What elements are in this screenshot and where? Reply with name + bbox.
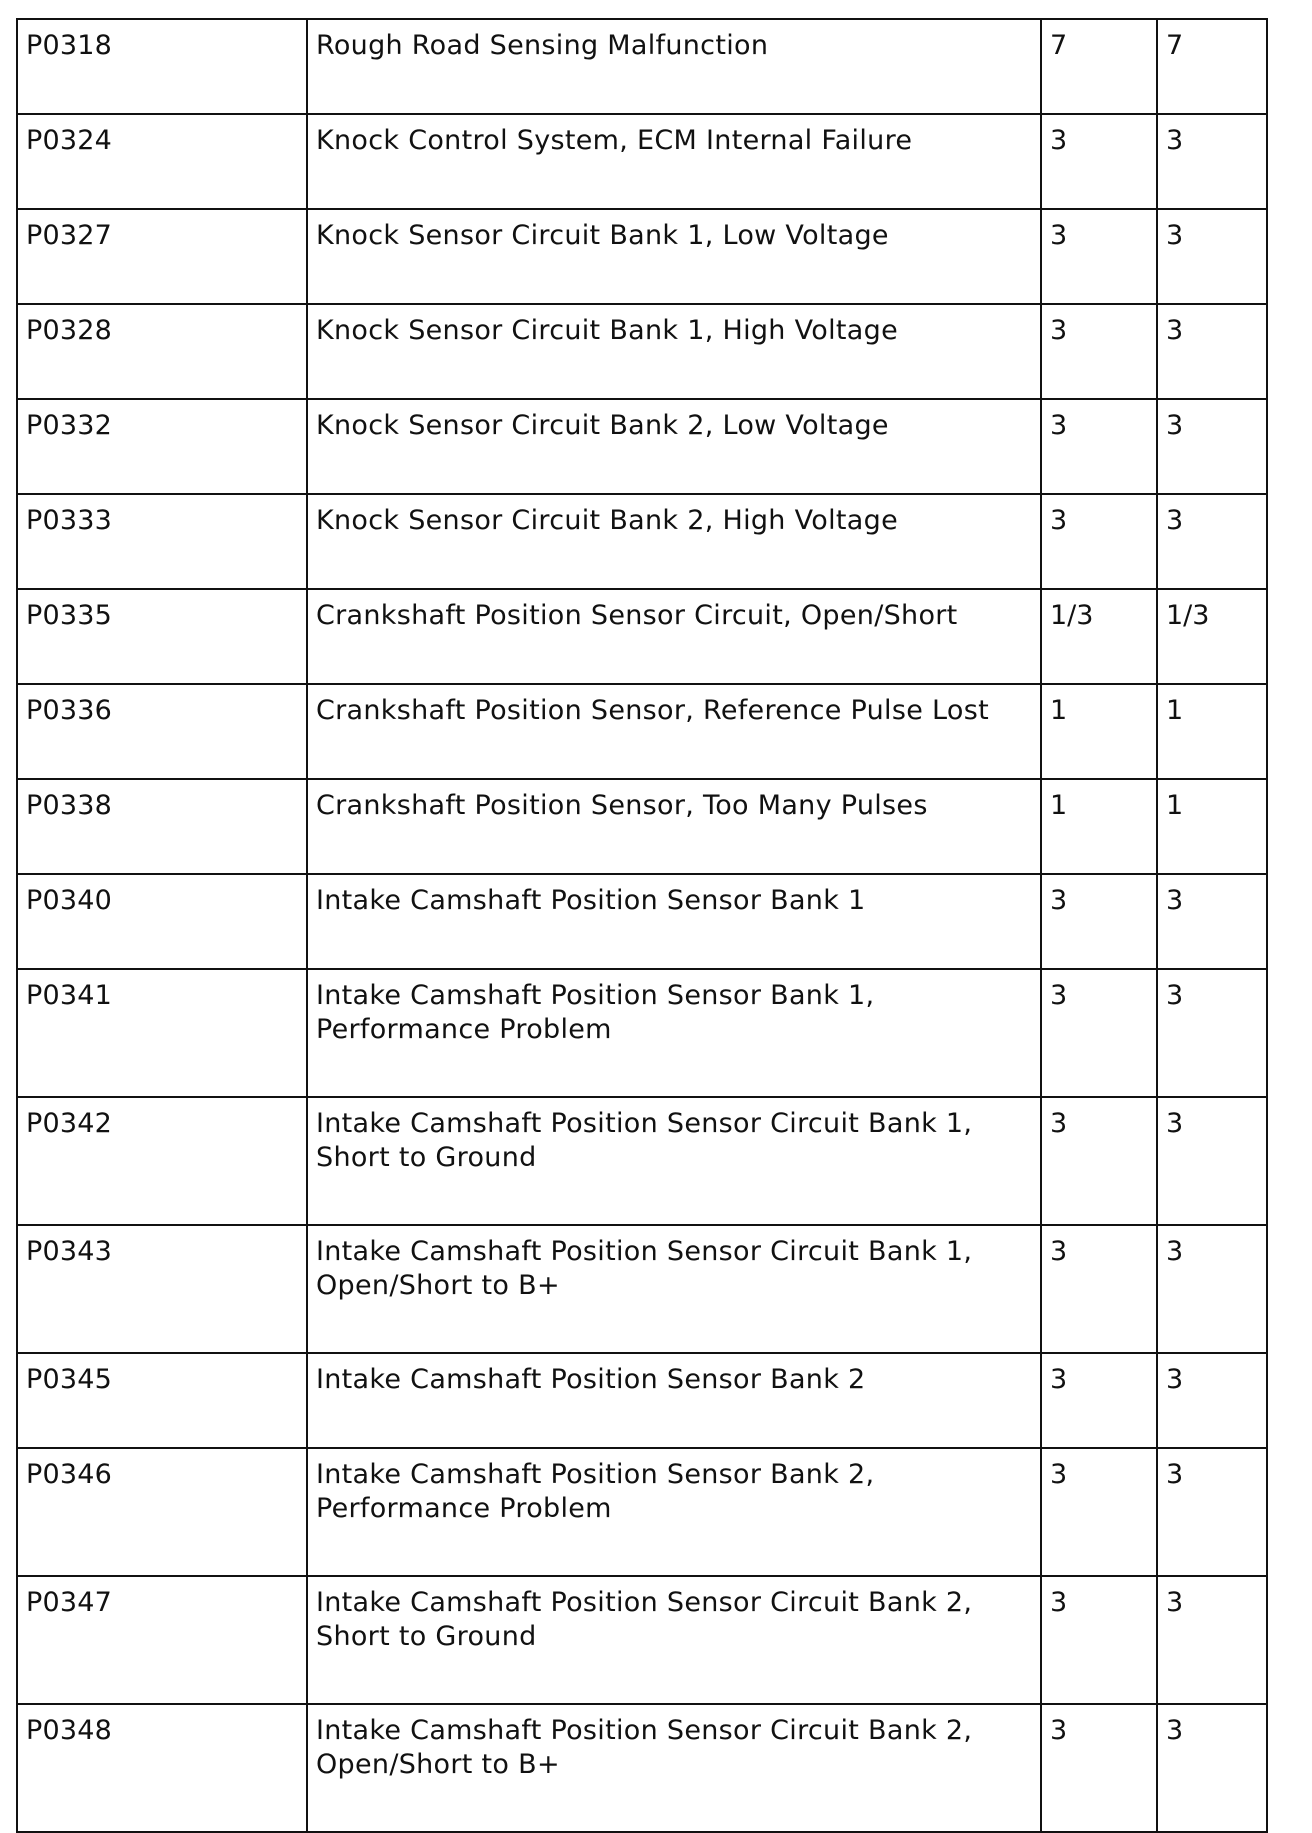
table-row [17, 1576, 1267, 1704]
dtc-code-cell: P0340 [17, 874, 307, 969]
dtc-table [16, 18, 1268, 1833]
dtc-value-cell-a: 3 [1041, 1353, 1157, 1448]
table-row [17, 494, 1267, 589]
table-row [17, 779, 1267, 874]
dtc-value-cell-a: 7 [1041, 19, 1157, 114]
table-row [17, 1225, 1267, 1353]
table-row [17, 114, 1267, 209]
dtc-value-cell-b: 7 [1157, 19, 1267, 114]
dtc-code-cell: P0333 [17, 494, 307, 589]
dtc-value-cell-b: 3 [1157, 969, 1267, 1097]
dtc-description-cell: Intake Camshaft Position Sensor Circuit Bank 2, Open/Short to B+ [307, 1704, 1041, 1832]
dtc-value-cell-b: 3 [1157, 1576, 1267, 1704]
dtc-description-cell: Intake Camshaft Position Sensor Circuit Bank 1, Open/Short to B+ [307, 1225, 1041, 1353]
dtc-description-cell: Intake Camshaft Position Sensor Bank 2, Performance Problem [307, 1448, 1041, 1576]
dtc-code-cell: P0342 [17, 1097, 307, 1225]
dtc-description-cell: Knock Sensor Circuit Bank 1, High Voltage [307, 304, 1041, 399]
table-row [17, 1353, 1267, 1448]
dtc-value-cell-b: 3 [1157, 494, 1267, 589]
dtc-value-cell-a: 1/3 [1041, 589, 1157, 684]
dtc-code-cell: P0328 [17, 304, 307, 399]
dtc-value-cell-b: 1 [1157, 684, 1267, 779]
table-row [17, 209, 1267, 304]
dtc-value-cell-a: 3 [1041, 969, 1157, 1097]
table-row [17, 969, 1267, 1097]
dtc-description-cell: Intake Camshaft Position Sensor Bank 2 [307, 1353, 1041, 1448]
table-row [17, 684, 1267, 779]
dtc-value-cell-a: 1 [1041, 779, 1157, 874]
dtc-code-cell: P0345 [17, 1353, 307, 1448]
dtc-value-cell-b: 3 [1157, 1353, 1267, 1448]
dtc-code-cell: P0335 [17, 589, 307, 684]
dtc-value-cell-a: 3 [1041, 1225, 1157, 1353]
dtc-value-cell-a: 3 [1041, 1448, 1157, 1576]
dtc-code-cell: P0332 [17, 399, 307, 494]
dtc-description-cell: Intake Camshaft Position Sensor Circuit Bank 2, Short to Ground [307, 1576, 1041, 1704]
dtc-value-cell-b: 3 [1157, 874, 1267, 969]
dtc-value-cell-a: 3 [1041, 494, 1157, 589]
table-row [17, 589, 1267, 684]
dtc-value-cell-b: 3 [1157, 1448, 1267, 1576]
dtc-code-cell: P0327 [17, 209, 307, 304]
dtc-code-cell: P0338 [17, 779, 307, 874]
dtc-value-cell-a: 3 [1041, 874, 1157, 969]
dtc-description-cell: Intake Camshaft Position Sensor Circuit Bank 1, Short to Ground [307, 1097, 1041, 1225]
dtc-value-cell-b: 3 [1157, 1225, 1267, 1353]
dtc-description-cell: Intake Camshaft Position Sensor Bank 1 [307, 874, 1041, 969]
dtc-value-cell-a: 3 [1041, 1704, 1157, 1832]
dtc-code-cell: P0346 [17, 1448, 307, 1576]
table-row [17, 1704, 1267, 1832]
dtc-description-cell: Crankshaft Position Sensor, Too Many Pulses [307, 779, 1041, 874]
dtc-code-cell: P0341 [17, 969, 307, 1097]
table-row [17, 874, 1267, 969]
dtc-value-cell-b: 3 [1157, 114, 1267, 209]
dtc-value-cell-a: 3 [1041, 1576, 1157, 1704]
dtc-description-cell: Intake Camshaft Position Sensor Bank 1, Performance Problem [307, 969, 1041, 1097]
dtc-value-cell-b: 3 [1157, 304, 1267, 399]
dtc-code-cell: P0324 [17, 114, 307, 209]
dtc-value-cell-a: 1 [1041, 684, 1157, 779]
dtc-code-cell: P0348 [17, 1704, 307, 1832]
dtc-description-cell: Rough Road Sensing Malfunction [307, 19, 1041, 114]
dtc-value-cell-b: 3 [1157, 399, 1267, 494]
dtc-value-cell-a: 3 [1041, 1097, 1157, 1225]
dtc-description-cell: Crankshaft Position Sensor, Reference Pulse Lost [307, 684, 1041, 779]
dtc-code-cell: P0343 [17, 1225, 307, 1353]
table-row [17, 304, 1267, 399]
dtc-code-cell: P0318 [17, 19, 307, 114]
dtc-value-cell-a: 3 [1041, 114, 1157, 209]
dtc-value-cell-a: 3 [1041, 209, 1157, 304]
dtc-value-cell-b: 3 [1157, 1097, 1267, 1225]
dtc-value-cell-b: 3 [1157, 1704, 1267, 1832]
table-row [17, 399, 1267, 494]
dtc-value-cell-b: 1/3 [1157, 589, 1267, 684]
dtc-description-cell: Crankshaft Position Sensor Circuit, Open/Short [307, 589, 1041, 684]
dtc-description-cell: Knock Control System, ECM Internal Failure [307, 114, 1041, 209]
table-row [17, 19, 1267, 114]
dtc-value-cell-b: 1 [1157, 779, 1267, 874]
dtc-code-cell: P0347 [17, 1576, 307, 1704]
table-row [17, 1448, 1267, 1576]
dtc-code-cell: P0336 [17, 684, 307, 779]
dtc-description-cell: Knock Sensor Circuit Bank 2, High Voltage [307, 494, 1041, 589]
table-row [17, 1097, 1267, 1225]
dtc-value-cell-b: 3 [1157, 209, 1267, 304]
dtc-description-cell: Knock Sensor Circuit Bank 2, Low Voltage [307, 399, 1041, 494]
dtc-value-cell-a: 3 [1041, 304, 1157, 399]
dtc-value-cell-a: 3 [1041, 399, 1157, 494]
dtc-description-cell: Knock Sensor Circuit Bank 1, Low Voltage [307, 209, 1041, 304]
